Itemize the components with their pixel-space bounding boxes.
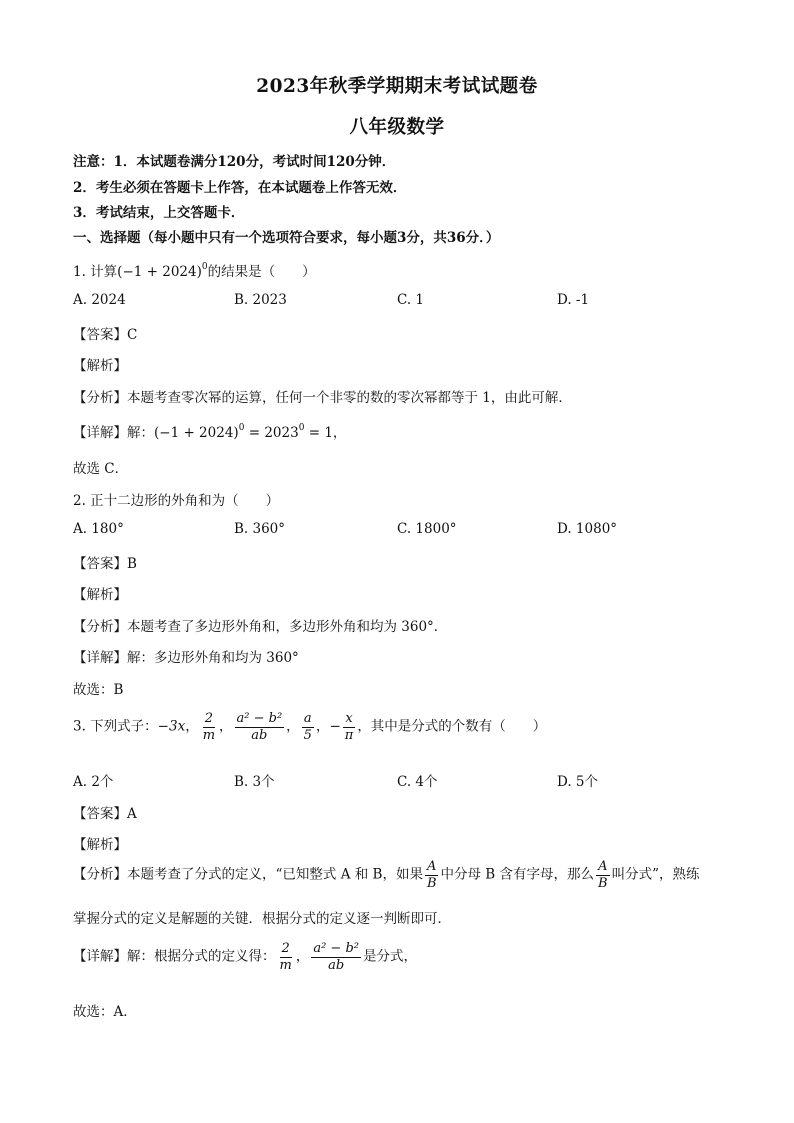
q1-fenxi: 【分析】本题考查零次幂的运算，任何一个非零的数的零次幂都等于 1，由此可解．: [73, 390, 572, 406]
q3-option-a: A. 2个: [73, 774, 114, 790]
q2-option-d: D. 1080°: [557, 521, 618, 537]
q1-expression: $(-1 + 2024)^0$: [117, 262, 208, 280]
q3-option-c: C. 4个: [397, 774, 438, 790]
q1-detail: 【详解】解：$(-1 + 2024)^0 = 2023^0 = 1$，: [73, 423, 347, 441]
q1-conclusion: 故选 C．: [73, 461, 129, 477]
q3-fenxi: 【分析】本题考查了分式的定义，“已知整式 A 和 B，如果 $\frac{A}{B}$ 中分母 B 含有字母，那么 $\frac{A}{B}$ 叫分式”，熟练: [73, 859, 700, 891]
q3-option-b: B. 3个: [234, 774, 275, 790]
q3-detail-fraction-2: $\frac{\text{a² − b²}}{ab}$: [313, 941, 359, 973]
question-2-stem: 2. 正十二边形的外角和为（ ）: [73, 493, 280, 509]
question-3-stem: 3. 下列式子：−3x， $\frac{2}{m}$ ， $\frac{\text{a² − b²}}{ab}$ ， $\frac{a}{5}$ ，− $\frac{x}{\pi}$ ，其中是分式的个数有（ ）: [73, 711, 547, 743]
q2-option-a: A. 180°: [73, 521, 124, 537]
q3-answer: 【答案】A: [73, 806, 137, 822]
q3-fraction-4: $\frac{x}{\pi}$: [344, 711, 354, 743]
q3-fenxi-line-2: 掌握分式的定义是解题的关键．根据分式的定义逐一判断即可．: [73, 911, 451, 927]
q2-answer: 【答案】B: [73, 556, 137, 572]
q2-option-c: C. 1800°: [397, 521, 457, 537]
q2-option-b: B. 360°: [234, 521, 286, 537]
q2-fenxi: 【分析】本题考查了多边形外角和，多边形外角和均为 360°．: [73, 619, 448, 635]
q2-conclusion: 故选：B: [73, 682, 124, 698]
note-1: 注意：1．本试题卷满分120分，考试时间120分钟．: [73, 154, 396, 170]
q3-fraction-3: $\frac{a}{5}$: [303, 711, 312, 743]
q3-fraction-1: $\frac{2}{m}$: [202, 711, 216, 743]
exam-subtitle: 八年级数学: [349, 117, 445, 138]
q1-option-c: C. 1: [397, 292, 425, 308]
q3-detail: 【详解】解：根据分式的定义得： $\frac{2}{m}$ ， $\frac{\text{a² − b²}}{ab}$ 是分式，: [73, 941, 417, 973]
q3-detail-fraction-1: $\frac{2}{m}$: [279, 941, 292, 973]
q3-conclusion: 故选：A．: [73, 1004, 137, 1020]
q1-answer: 【答案】C: [73, 327, 138, 343]
q3-fenxi-fraction-1: $\frac{A}{B}$: [426, 859, 437, 891]
q2-detail: 【详解】解：多边形外角和均为 360°: [73, 650, 299, 666]
q3-fraction-2: $\frac{\text{a² − b²}}{ab}$: [236, 711, 283, 743]
section-heading: 一、选择题（每小题中只有一个选项符合要求，每小题3分，共36分．）: [73, 230, 500, 246]
q1-option-b: B. 2023: [234, 292, 287, 308]
q1-option-d: D. -1: [557, 292, 590, 308]
q1-analysis-label: 【解析】: [73, 358, 127, 374]
q1-option-a: A. 2024: [73, 292, 126, 308]
q3-option-d: D. 5个: [557, 774, 599, 790]
q3-fenxi-fraction-2: $\frac{A}{B}$: [598, 859, 608, 891]
note-2: 2．考生必须在答题卡上作答，在本试题卷上作答无效．: [73, 180, 407, 196]
q3-analysis-label: 【解析】: [73, 837, 127, 853]
exam-title: 2023年秋季学期期末考试试题卷: [256, 76, 538, 97]
question-1-stem: 1. 计算$(-1 + 2024)^0$的结果是（ ）: [73, 262, 316, 280]
q3-term-1: −3x: [157, 718, 186, 735]
note-3: 3．考试结束，上交答题卡．: [73, 205, 245, 221]
q2-analysis-label: 【解析】: [73, 587, 127, 603]
